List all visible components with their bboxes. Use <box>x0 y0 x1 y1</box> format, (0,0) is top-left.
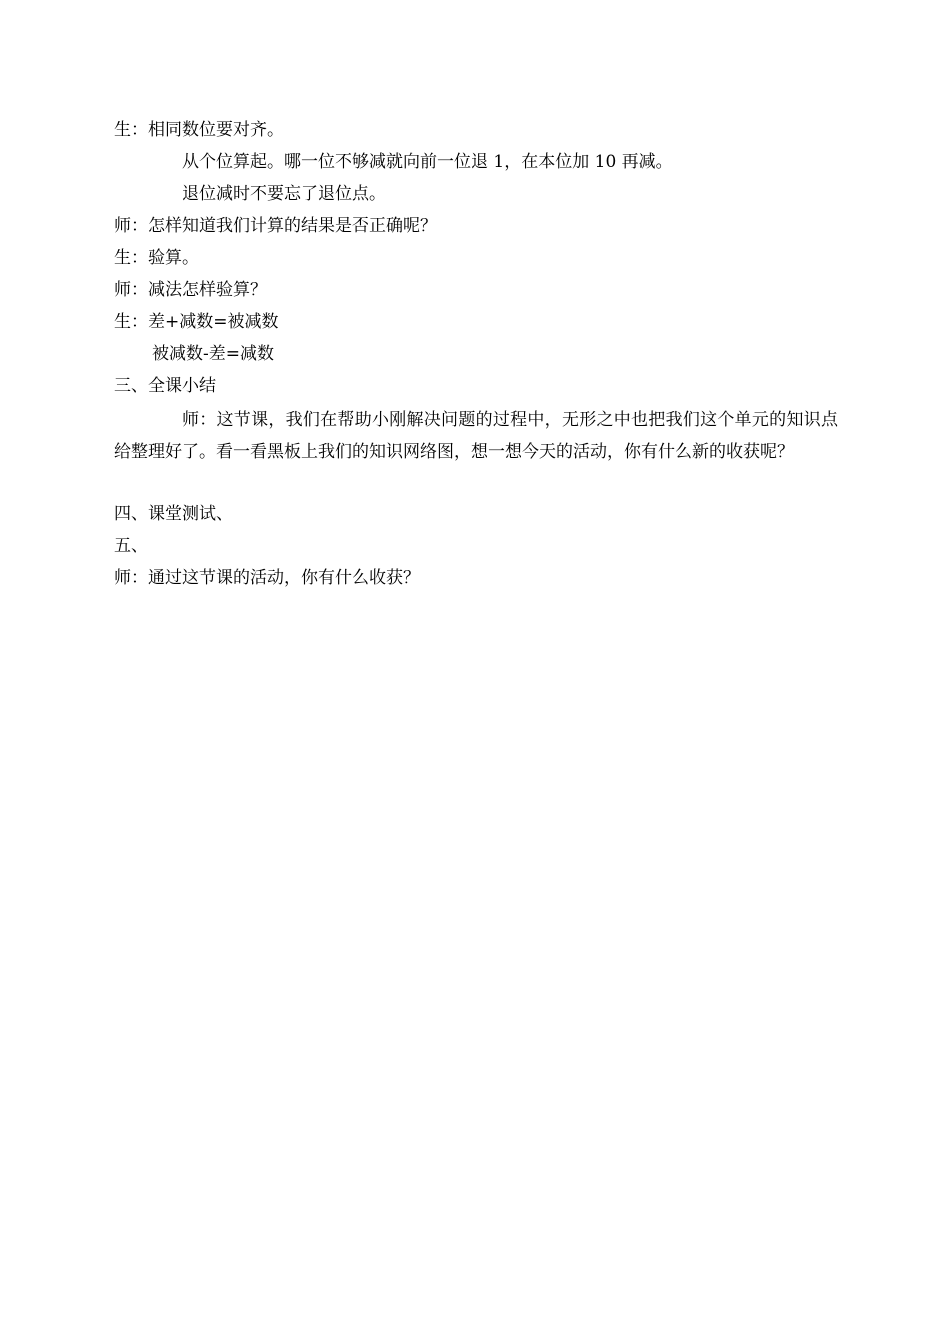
rule-borrow: 从个位算起。哪一位不够减就向前一位退 1，在本位加 10 再减。 <box>182 152 673 172</box>
section-heading-test: 四、课堂测试、 <box>114 504 233 524</box>
teacher-question-verify: 师：减法怎样验算？ <box>114 280 267 300</box>
student-formula-2: 被减数-差=减数 <box>152 344 274 364</box>
student-formula-1: 生：差+减数=被减数 <box>114 312 279 332</box>
section-heading-five: 五、 <box>114 536 148 556</box>
teacher-question-check: 师：怎样知道我们计算的结果是否正确呢？ <box>114 216 437 236</box>
rule-borrow-dot: 退位减时不要忘了退位点。 <box>182 184 386 204</box>
teacher-summary-paragraph: 师：这节课，我们在帮助小刚解决问题的过程中，无形之中也把我们这个单元的知识点给整理好了。看一看黑板上我们的知识网络图，想一想今天的活动，你有什么新的收获呢？ <box>114 410 838 462</box>
student-answer-align: 生：相同数位要对齐。 <box>114 120 284 140</box>
teacher-question-harvest: 师：通过这节课的活动，你有什么收获？ <box>114 568 420 588</box>
student-answer-verify: 生：验算。 <box>114 248 199 268</box>
section-heading-summary: 三、全课小结 <box>114 376 216 396</box>
